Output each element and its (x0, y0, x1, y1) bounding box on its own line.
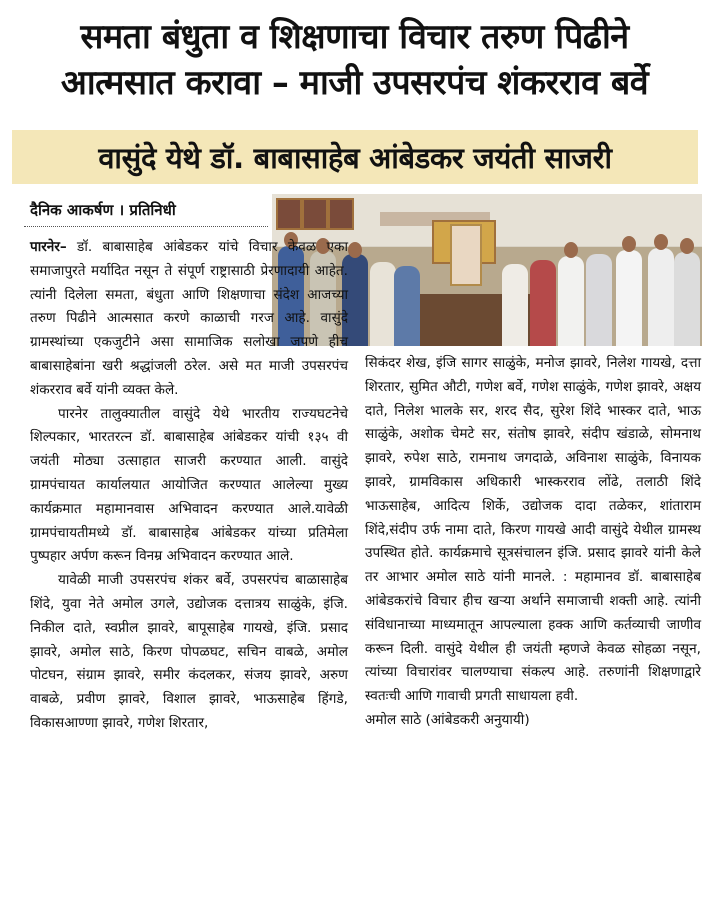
headline-line-1: समता बंधुता व शिक्षणाचा विचार तरुण पिढीने (80, 17, 629, 57)
headline (0, 14, 709, 106)
paragraph-1 (30, 236, 348, 403)
paragraph-1-text: डॉ. बाबासाहेब आंबेडकर यांचे विचार केवळ एका समाजापुरते मर्यादित नसून ते संपूर्ण राष्ट्रासाठी प्रेरणादायी आहेत. त्यांनी दिलेला समता, बंधुता आणि शिक्षणाचा संदेश आजच्या तरुण पिढीने आत्मसात करणे काळाची गरज आहे. वासुंदे ग्रामस्थांच्या एकजुटीने असा सामाजिक सलोखा जपणे हीच बाबासाहेबांना खरी श्रद्धांजली ठरेल. असे मत माजी उपसरपंच शंकरराव बर्वे यांनी व्यक्त केले. (30, 239, 348, 398)
byline-divider (24, 226, 268, 227)
byline: दैनिक आकर्षण । प्रतिनिधी (30, 201, 176, 219)
photo-person (674, 252, 700, 346)
photo-person (558, 256, 584, 346)
photo-person (586, 254, 612, 346)
photo-head (348, 242, 362, 258)
photo-head (654, 234, 668, 250)
signoff: अमोल साठे (आंबेडकरी अनुयायी) (365, 711, 530, 728)
photo-person (530, 260, 556, 346)
paragraph-2: पारनेर तालुक्यातील वासुंदे येथे भारतीय राज्यघटनेचे शिल्पकार, भारतरत्न डॉ. बाबासाहेब आंबेडकर यांची १३५ वी जयंती मोठ्या उत्साहात साजरी करण्यात आली. वासुंदे ग्रामपंचायत कार्यालयात आयोजित करण्यात आलेल्या मुख्य कार्यक्रमात महामानवास अभिवादन करण्यात आले.यावेळी ग्रामपंचायतीमध्ये डॉ. बाबासाहेब आंबेडकर यांच्या प्रतिमेला पुष्पहार अर्पण करून विनम्र अभिवादन करण्यात आले. (30, 405, 348, 565)
ambedkar-portrait (450, 224, 482, 286)
subheadline-band (12, 130, 698, 184)
photo-head (622, 236, 636, 252)
article-column-right (365, 352, 701, 733)
photo-person (394, 266, 420, 346)
photo-person (616, 250, 642, 346)
photo-person (648, 248, 674, 346)
paragraph-3-continued: सिकंदर शेख, इंजि सागर साळुंके, मनोज झावरे, निलेश गायखे, दत्ता शिरतार, सुमित औटी, गणेश बर्वे, गणेश साळुंके, गणेश झावरे, अक्षय दाते, निलेश भालके सर, शरद सैद, सुरेश शिंदे भास्कर दाते, भाऊ साळुंके, अशोक चेमटे सर, संतोष झावरे, संदीप खंडाळे, सोमनाथ झावरे, रुपेश साठे, रामनाथ जगदाळे, अविनाश साळुंके, विनायक झावरे, ग्रामविकास अधिकारी भास्करराव लोंढे, तलाठी शिंदे भाऊसाहेब, आदित्य शिर्के, उद्योजक दादा तळेकर, शांताराम शिंदे,संदीप उर्फ नामा दाते, किरण गायखे आदी वासुंदे येथील ग्रामस्थ उपस्थित होते. कार्यक्रमाचे सूत्रसंचालन इंजि. प्रसाद झावरे यांनी केले तर आभार अमोल साठे यांनी मानले. : महामानव डॉ. बाबासाहेब आंबेडकरांचे विचार हीच खऱ्या अर्थाने समाजाची शक्ती आहे. त्यांनी संविधानाच्या माध्यमातून आपल्याला हक्क आणि कर्तव्याची जाणीव करून दिली. वासुंदे येथील ही जयंती म्हणजे केवळ सोहळा नसून, त्यांच्या विचारांवर चालण्याचा संकल्प आहे. तरुणांनी शिक्षणाद्वारे स्वतःची आणि गावाची प्रगती साधायला हवी. (365, 355, 701, 705)
dateline: पारनेर– (30, 239, 67, 255)
photo-frame (276, 198, 302, 230)
photo-frame (328, 198, 354, 230)
photo-frame (302, 198, 328, 230)
subheadline: वासुंदे येथे डॉ. बाबासाहेब आंबेडकर जयंती साजरी (98, 140, 612, 175)
photo-person (502, 264, 528, 346)
headline-line-2: आत्मसात करावा – माजी उपसरपंच शंकरराव बर्वे (60, 63, 649, 103)
article-column-left (30, 236, 348, 736)
photo-head (564, 242, 578, 258)
photo-head (680, 238, 694, 254)
photo-person (370, 262, 396, 346)
paragraph-3: यावेळी माजी उपसरपंच शंकर बर्वे, उपसरपंच बाळासाहेब शिंदे, युवा नेते अमोल उगले, उद्योजक दत्तात्रय साळुंके, इंजि. निकील दाते, स्वप्नील झावरे, बापूसाहेब गायखे, इंजि. प्रसाद झावरे, अमोल साठे, किरण पोपळघट, सचिन वाबळे, अमोल पोटघन, संग्राम झावरे, समीर कंदलकर, संजय झावरे, अरुण वाबळे, प्रवीण झावरे, विशाल झावरे, भाऊसाहेब हिंगडे, विकासआण्णा झावरे, गणेश शिरतार, (30, 572, 348, 731)
